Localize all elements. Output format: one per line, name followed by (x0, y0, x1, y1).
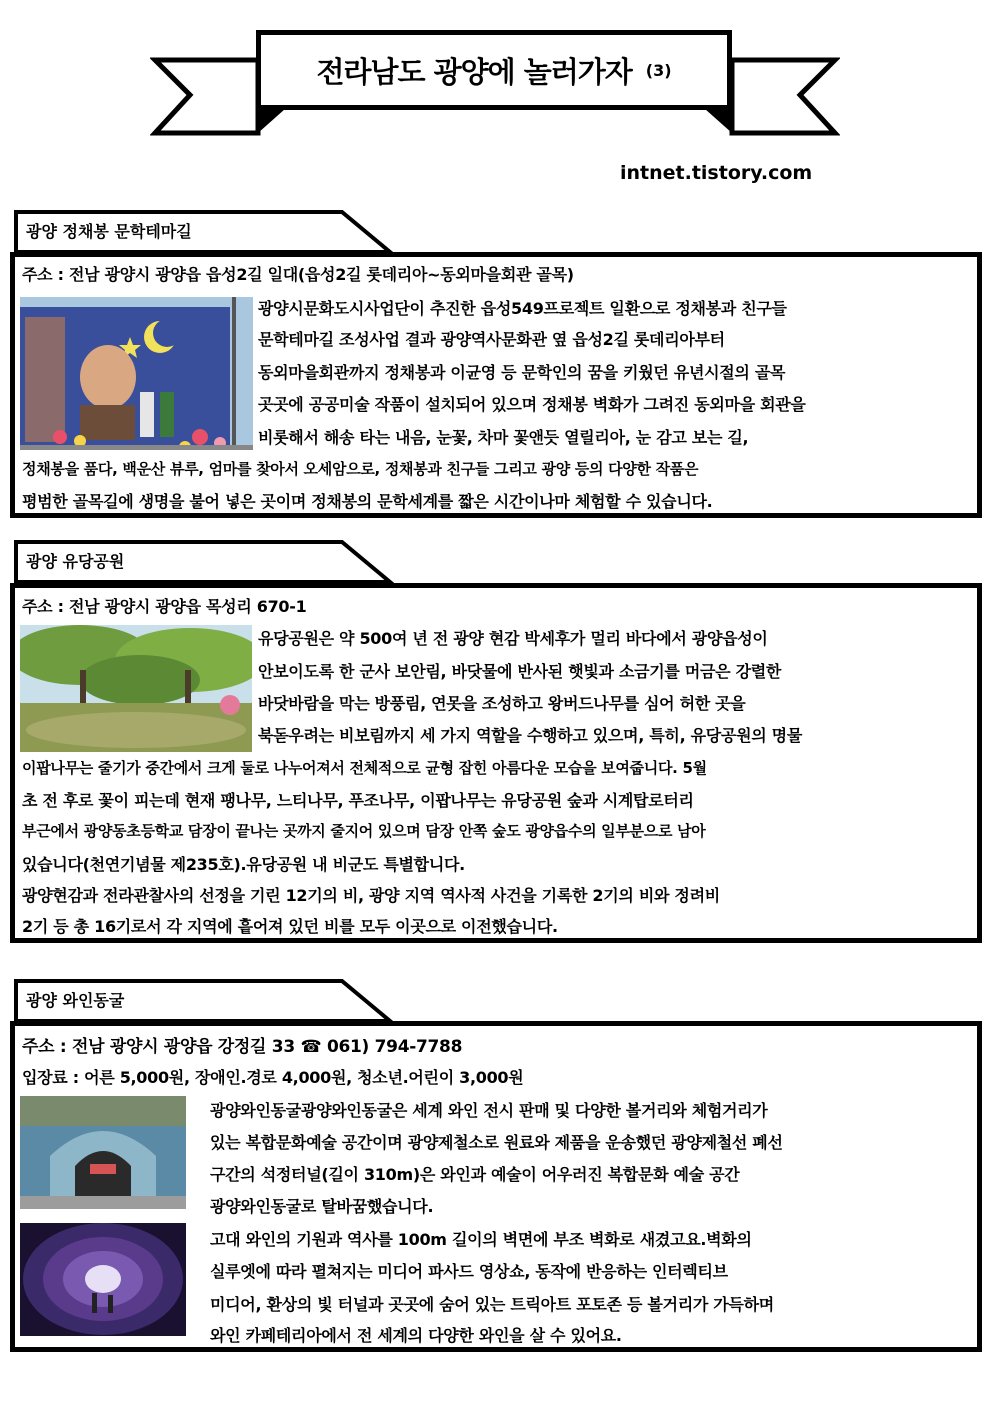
text-line: 있는 복합문화예술 공간이며 광양제철소로 원료와 제품을 운송했던 광양제철선 폐선 (210, 1133, 783, 1152)
text-line: 구간의 석정터널(길이 310m)은 와인과 예술이 어우러진 복합문화 예술 공간 (210, 1165, 740, 1184)
page-number: (3) (645, 60, 672, 80)
text-line: 있습니다(천연기념물 제235호).유당공원 내 비군도 특별합니다. (22, 855, 465, 874)
text-line: 주소 : 전남 광양시 광양읍 강정길 33 ☎ 061) 794-7788 (22, 1037, 463, 1057)
text-line: 유당공원은 약 500여 년 전 광양 현감 박세후가 멀리 바다에서 광양읍성이 (258, 629, 768, 648)
text-line: 정채봉을 품다, 백운산 뷰루, 엄마를 찾아서 오세암으로, 정채봉과 친구들 그리고 광양 등의 다양한 작품은 (22, 460, 699, 478)
text-line: 이팝나무는 줄기가 중간에서 크게 둘로 나누어져서 전체적으로 균형 잡힌 아름다운 모습을 보여줍니다. 5월 (22, 759, 707, 777)
text-line: 광양시문화도시사업단이 추진한 읍성549프로젝트 일환으로 정채봉과 친구들 (258, 299, 787, 318)
text-line: 부근에서 광양동초등학교 담장이 끝나는 곳까지 줄지어 있으며 담장 안쪽 숲도 광양읍수의 일부분으로 남아 (22, 822, 706, 840)
light-tunnel-photo (20, 1223, 186, 1336)
title-box (256, 30, 732, 110)
text-line: 평범한 골목길에 생명을 불어 넣은 곳이며 정채봉의 문학세계를 짧은 시간이나마 체험할 수 있습니다. (22, 492, 713, 511)
text-line: 초 전 후로 꽃이 피는데 현재 팽나무, 느티나무, 푸조나무, 이팝나무는 유당공원 숲과 시계탑로터리 (22, 791, 694, 810)
section-title: 광양 정채봉 문학테마길 (26, 222, 192, 241)
section-tab-1 (14, 210, 394, 252)
text-line: 북돋우려는 비보림까지 세 가지 역할을 수행하고 있으며, 특히, 유당공원의 명물 (258, 726, 802, 745)
text-line: 고대 와인의 기원과 역사를 100m 길이의 벽면에 부조 벽화로 새겼고요.벽화의 (210, 1230, 752, 1249)
text-line: 광양현감과 전라관찰사의 선정을 기린 12기의 비, 광양 지역 역사적 사건을 기록한 2기의 비와 정려비 (22, 886, 720, 905)
text-line: 광양와인동굴광양와인동굴은 세계 와인 전시 판매 및 다양한 볼거리와 체험거리가 (210, 1101, 768, 1120)
text-line: 곳곳에 공공미술 작품이 설치되어 있으며 정채봉 벽화가 그려진 동외마을 회관을 (258, 395, 806, 414)
section-tab-3 (14, 979, 394, 1021)
text-line: 주소 : 전남 광양시 광양읍 읍성2길 일대(읍성2길 롯데리아~동외마을회관 골목) (22, 265, 574, 284)
text-line: 실루엣에 따라 펼쳐지는 미디어 파사드 영상쇼, 동작에 반응하는 인터렉티브 (210, 1262, 728, 1281)
park-photo (20, 625, 252, 752)
text-line: 안보이도록 한 군사 보안림, 바닷물에 반사된 햇빛과 소금기를 머금은 강렬한 (258, 662, 782, 681)
text-line: 와인 카페테리아에서 전 세계의 다양한 와인을 살 수 있어요. (210, 1326, 622, 1345)
text-line: 동외마을회관까지 정채봉과 이균영 등 문학인의 꿈을 키웠던 유년시절의 골목 (258, 363, 786, 382)
text-line: 비롯해서 해송 타는 내음, 눈꽃, 차마 꽃앤듯 열릴리아, 눈 감고 보는 길, (258, 428, 749, 447)
text-line: 문학테마길 조성사업 결과 광양역사문화관 옆 읍성2길 롯데리아부터 (258, 330, 725, 349)
text-line: 2기 등 총 16기로서 각 지역에 흩어져 있던 비를 모두 이곳으로 이전했습니다. (22, 917, 558, 936)
text-line: 미디어, 환상의 빛 터널과 곳곳에 숨어 있는 트릭아트 포토존 등 볼거리가 가득하며 (210, 1295, 774, 1314)
mural-photo (20, 297, 253, 450)
section-title: 광양 와인동굴 (26, 991, 125, 1010)
site-url: intnet.tistory.com (620, 162, 813, 184)
page-title: 전라남도 광양에 놀러가자 (316, 54, 632, 89)
text-line: 주소 : 전남 광양시 광양읍 목성리 670-1 (22, 597, 307, 616)
text-line: 입장료 : 어른 5,000원, 장애인.경로 4,000원, 청소년.어린이 3,000원 (22, 1068, 524, 1087)
section-tab-2 (14, 540, 394, 582)
text-line: 광양와인동굴로 탈바꿈했습니다. (210, 1197, 434, 1216)
cave-entrance-photo (20, 1096, 186, 1209)
section-title: 광양 유당공원 (26, 552, 125, 571)
text-line: 바닷바람을 막는 방풍림, 연못을 조성하고 왕버드나무를 심어 허한 곳을 (258, 694, 746, 713)
